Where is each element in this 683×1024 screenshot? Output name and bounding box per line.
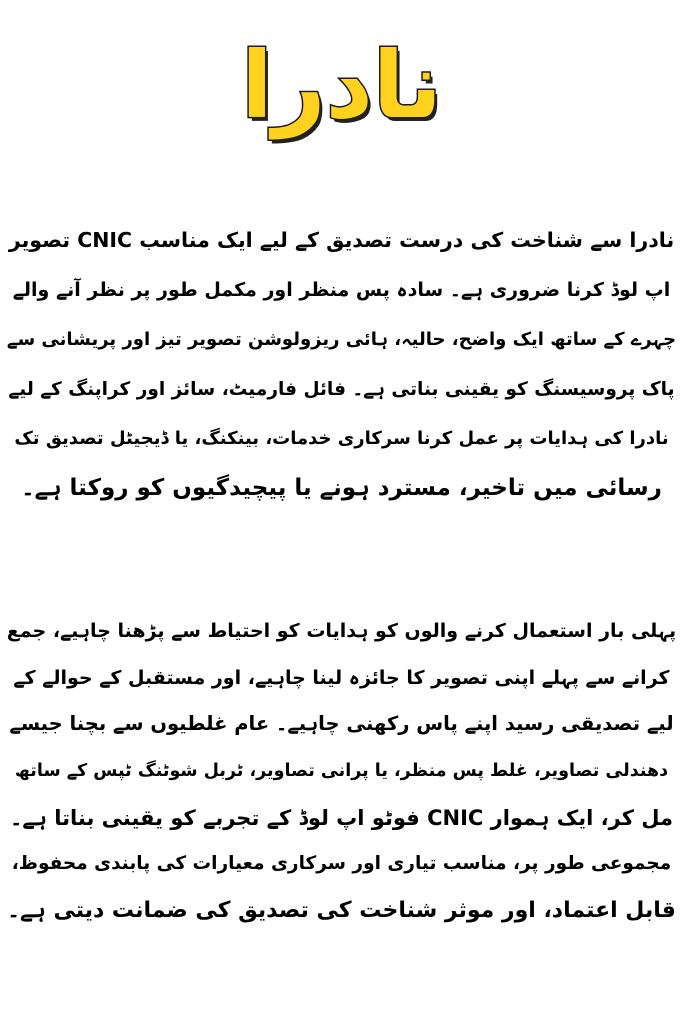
text-line: پہلی بار استعمال کرنے والوں کو ہدایات کو احتیاط سے پڑھنا چاہیے، جمع [6,620,677,642]
paragraph-2 [6,608,677,935]
text-line: قابل اعتماد، اور موثر شناخت کی تصدیق کی ضمانت دیتی ہے۔ [7,898,676,924]
text-line: مجموعی طور پر، مناسب تیاری اور سرکاری معیارات کی پابندی محفوظ، [11,853,672,875]
text-line: دھندلی تصاویر، غلط پس منظر، یا پرانی تصاویر، ٹربل شوٹنگ ٹپس کے ساتھ [14,761,669,782]
text-line: رسائی میں تاخیر، مسترد ہونے یا پیچیدگیوں کو روکتا ہے۔ [21,474,662,501]
text-line: نادرا کی ہدایات پر عمل کرنا سرکاری خدمات، بینکنگ، یا ڈیجیٹل تصدیق تک [14,428,669,449]
text-line: چہرے کے ساتھ ایک واضح، حالیہ، ہائی ریزولوشن تصویر تیز اور پریشانی سے [6,329,677,350]
page-title: نادرا [241,32,442,139]
text-line: پاک پروسیسنگ کو یقینی بناتی ہے۔ فائل فارمیٹ، سائز اور کراپنگ کے لیے [8,378,675,400]
text-line: کرانے سے پہلے اپنی تصویر کا جائزہ لینا چاہیے، اور مستقبل کے حوالے کے [13,666,670,689]
text-line: مل کر، ایک ہموار CNIC فوٹو اپ لوڈ کے تجربے کو یقینی بناتا ہے۔ [10,805,673,830]
text-line: لیے تصدیقی رسید اپنے پاس رکھنی چاہیے۔ عام غلطیوں سے بچنا جیسے [9,712,674,736]
text-line: اپ لوڈ کرنا ضروری ہے۔ سادہ پس منظر اور مکمل طور پر نظر آنے والے [12,278,671,301]
text-line: نادرا سے شناخت کی درست تصدیق کے لیے ایک مناسب CNIC تصویر [8,228,675,252]
paragraph-1 [6,216,677,513]
